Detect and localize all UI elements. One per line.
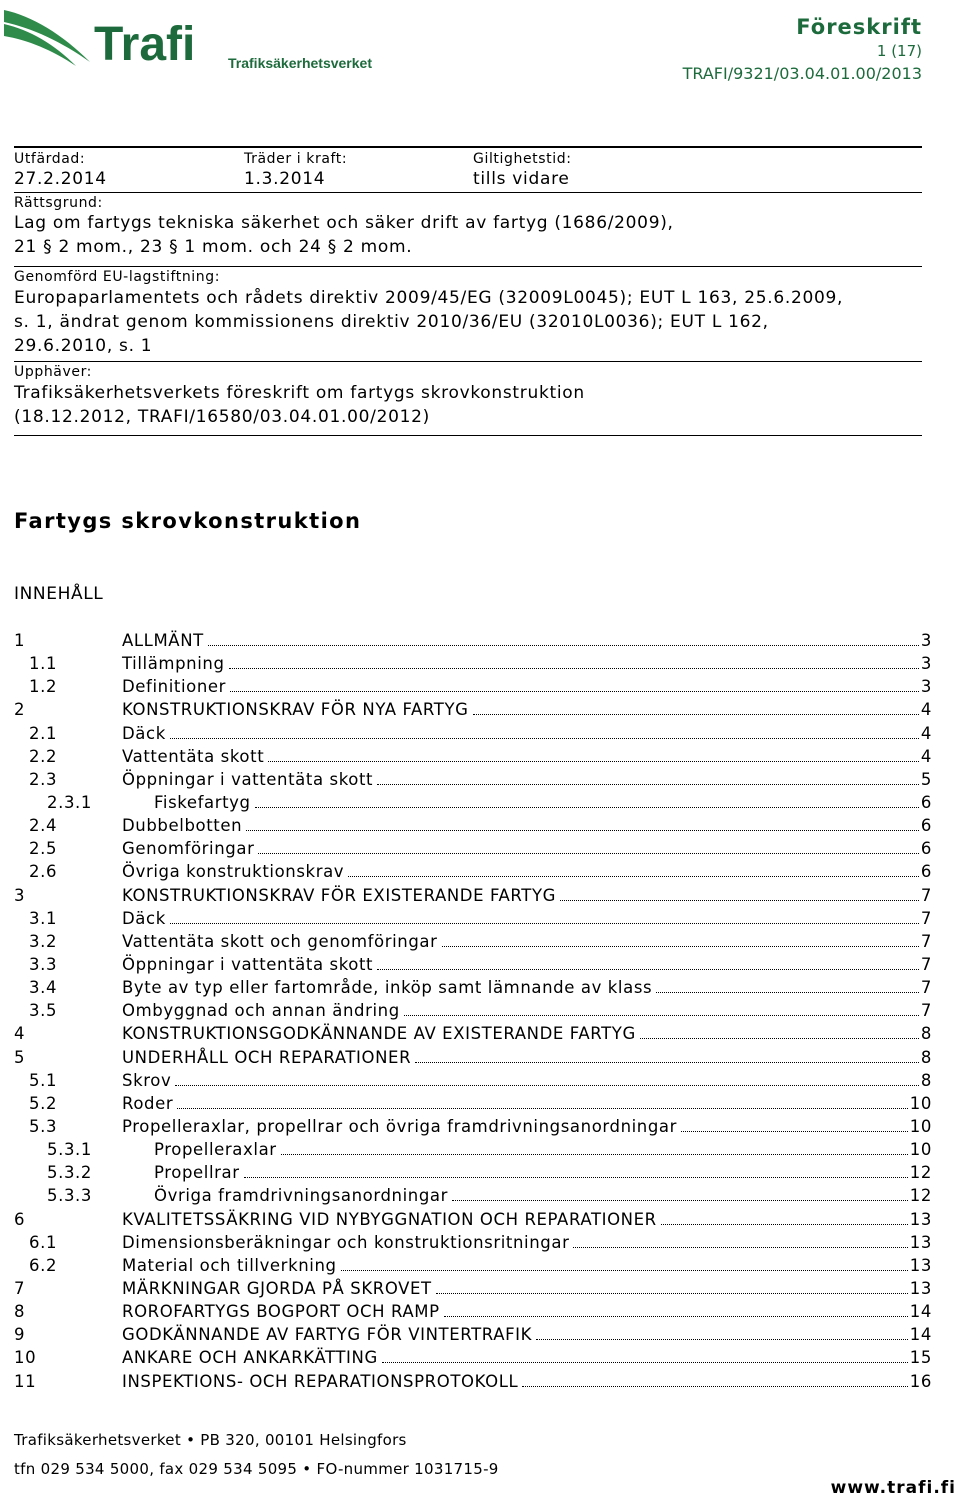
toc-leader-dots (255, 792, 919, 808)
toc-leader-dots (522, 1371, 908, 1387)
doc-type: Föreskrift (796, 15, 922, 39)
toc-entry[interactable] (14, 652, 932, 675)
toc-entry-number: 6.1 (29, 1232, 58, 1252)
toc-entry-page: 10 (909, 1093, 932, 1113)
toc-entry-page: 4 (920, 723, 932, 743)
toc-entry-page: 10 (909, 1116, 932, 1136)
toc-entry-title: Propellrar (154, 1163, 240, 1183)
toc-leader-dots (348, 861, 919, 877)
toc-entry[interactable] (14, 1069, 932, 1092)
toc-entry-title: Däck (122, 723, 166, 743)
toc-entry-number: 3.5 (29, 1001, 58, 1021)
toc-leader-dots (268, 746, 919, 762)
toc-entry-title: ALLMÄNT (122, 631, 204, 650)
toc-entry[interactable] (14, 1092, 932, 1115)
logo-wordmark: Trafi (94, 18, 196, 71)
toc-entry[interactable] (14, 675, 932, 698)
toc-entry-title: INSPEKTIONS- OCH REPARATIONSPROTOKOLL (122, 1371, 519, 1391)
footer-website[interactable]: www.trafi.fi (830, 1478, 956, 1498)
divider (14, 266, 922, 267)
eu-line: Europaparlamentets och rådets direktiv 2009/45/EG (32009L0045); EUT L 163, 25.6.2009, (14, 288, 844, 308)
toc-leader-dots (442, 931, 919, 947)
toc-entry[interactable] (14, 1346, 932, 1369)
toc-entry-page: 13 (909, 1278, 932, 1298)
toc-entry[interactable] (14, 1208, 932, 1231)
toc-entry-number: 2.3.1 (47, 792, 92, 812)
toc-entry-title: Material och tillverkning (122, 1255, 337, 1275)
toc-entry-title: ROROFARTYGS BOGPORT OCH RAMP (122, 1302, 440, 1322)
logo-agency-name: Trafiksäkerhetsverket (228, 55, 372, 71)
toc-entry-number: 1.2 (29, 677, 58, 697)
toc-leader-dots (536, 1324, 908, 1340)
toc-leader-dots (473, 699, 919, 715)
toc-entry[interactable] (14, 629, 932, 652)
toc-entry-number: 9 (14, 1325, 26, 1345)
toc-entry-page: 7 (920, 908, 932, 928)
toc-entry-title: KONSTRUKTIONSGODKÄNNANDE AV EXISTERANDE FARTYG (122, 1024, 636, 1044)
toc-heading: INNEHÅLL (14, 584, 104, 604)
toc-entry[interactable] (14, 860, 932, 883)
toc-entry[interactable] (14, 791, 932, 814)
toc-entry-number: 2.5 (29, 839, 58, 859)
legal-basis-text (14, 211, 674, 259)
toc-entry-title: MÄRKNINGAR GJORDA PÅ SKROVET (122, 1278, 432, 1298)
footer-contact: tfn 029 534 5000, fax 029 534 5095 • FO-nummer 1031715-9 (14, 1460, 499, 1478)
diary-number: TRAFI/9321/03.04.01.00/2013 (682, 64, 922, 83)
divider (14, 192, 922, 193)
toc-entry-title: Däck (122, 908, 166, 928)
toc-entry-page: 10 (909, 1140, 932, 1160)
toc-entry-title: Propelleraxlar, propellrar och övriga framdrivningsanordningar (122, 1116, 678, 1136)
toc-entry-number: 7 (14, 1278, 26, 1298)
toc-entry-page: 5 (920, 769, 932, 789)
eu-legislation-label: Genomförd EU-lagstiftning: (14, 269, 221, 285)
toc-entry-number: 2.1 (29, 723, 58, 743)
toc-entry-title: Tillämpning (122, 654, 225, 674)
toc-leader-dots (404, 1000, 919, 1016)
toc-leader-dots (573, 1232, 907, 1248)
toc-leader-dots (382, 1347, 908, 1363)
toc-entry-title: Öppningar i vattentäta skott (122, 769, 374, 789)
toc-entry-page: 6 (920, 862, 932, 882)
toc-entry-title: Vattentäta skott och genomföringar (122, 931, 438, 951)
toc-entry-number: 10 (14, 1348, 37, 1368)
toc-entry-page: 15 (909, 1348, 932, 1368)
toc-leader-dots (377, 769, 919, 785)
toc-entry-title: KONSTRUKTIONSKRAV FÖR NYA FARTYG (122, 700, 469, 720)
toc-leader-dots (661, 1209, 908, 1225)
toc-leader-dots (175, 1070, 919, 1086)
toc-entry-page: 7 (920, 978, 932, 998)
toc-entry-number: 11 (14, 1371, 37, 1391)
toc-entry[interactable] (14, 1231, 932, 1254)
trafi-logo (2, 4, 382, 74)
validity-label: Giltighetstid: (473, 151, 572, 167)
issued-value: 27.2.2014 (14, 169, 107, 189)
toc-entry[interactable] (14, 698, 932, 721)
toc-entry-page: 13 (909, 1209, 932, 1229)
toc-entry[interactable] (14, 837, 932, 860)
toc-entry-page: 12 (909, 1186, 932, 1206)
toc-entry-title: Roder (122, 1093, 174, 1113)
toc-entry[interactable] (14, 930, 932, 953)
toc-leader-dots (560, 885, 919, 901)
toc-entry-number: 8 (14, 1302, 26, 1322)
toc-entry-page: 4 (920, 746, 932, 766)
toc-entry[interactable] (14, 1022, 932, 1045)
toc-leader-dots (208, 630, 919, 646)
toc-entry-number: 5.2 (29, 1093, 58, 1113)
validity-value: tills vidare (473, 169, 570, 189)
toc-entry-number: 5.3.3 (47, 1186, 92, 1206)
toc-entry-number: 1 (14, 631, 26, 650)
toc-entry-title: Definitioner (122, 677, 227, 697)
toc-entry-page: 7 (920, 954, 932, 974)
toc-entry-number: 2.2 (29, 746, 58, 766)
toc-entry-page: 14 (909, 1302, 932, 1322)
toc-entry-title: Övriga framdrivningsanordningar (154, 1186, 448, 1206)
toc-leader-dots (281, 1139, 908, 1155)
divider (14, 146, 922, 148)
toc-entry-title: Öppningar i vattentäta skott (122, 954, 374, 974)
effective-value: 1.3.2014 (244, 169, 326, 189)
toc-entry-title: KVALITETSSÄKRING VID NYBYGGNATION OCH REPARATIONER (122, 1209, 657, 1229)
toc-entry-number: 5 (14, 1047, 26, 1067)
toc-entry-title: Dimensionsberäkningar och konstruktionsritningar (122, 1232, 570, 1252)
toc-entry-number: 2.6 (29, 862, 58, 882)
toc-entry-page: 7 (920, 1001, 932, 1021)
eu-line: 29.6.2010, s. 1 (14, 336, 153, 356)
toc-entry[interactable] (14, 976, 932, 999)
toc-entry[interactable] (14, 1277, 932, 1300)
repeals-text (14, 381, 585, 429)
toc-entry-title: Byte av typ eller fartområde, inköp samt lämnande av klass (122, 978, 653, 998)
toc-entry[interactable] (14, 999, 932, 1022)
legal-basis-label: Rättsgrund: (14, 195, 103, 211)
toc-entry-page: 13 (909, 1232, 932, 1252)
legal-basis-line: Lag om fartygs tekniska säkerhet och säker drift av fartyg (1686/2009), (14, 213, 674, 233)
effective-label: Träder i kraft: (244, 151, 348, 167)
toc-entry[interactable] (14, 745, 932, 768)
toc-entry-number: 5.3.2 (47, 1163, 92, 1183)
toc-entry[interactable] (14, 907, 932, 930)
toc-leader-dots (452, 1185, 908, 1201)
toc-entry-number: 6.2 (29, 1255, 58, 1275)
divider (14, 435, 922, 436)
toc-leader-dots (246, 815, 919, 831)
toc-entry-page: 8 (920, 1024, 932, 1044)
toc-entry-page: 7 (920, 931, 932, 951)
toc-leader-dots (230, 676, 919, 692)
toc-leader-dots (640, 1023, 919, 1039)
toc-entry-page: 13 (909, 1255, 932, 1275)
toc-entry[interactable] (14, 768, 932, 791)
toc-entry-page: 3 (920, 677, 932, 697)
toc-entry[interactable] (14, 1300, 932, 1323)
toc-entry[interactable] (14, 1370, 932, 1393)
toc-entry-page: 16 (909, 1371, 932, 1391)
repeals-label: Upphäver: (14, 364, 92, 380)
toc-leader-dots (415, 1047, 919, 1063)
toc-entry-number: 5.1 (29, 1070, 58, 1090)
toc-entry-page: 14 (909, 1325, 932, 1345)
issued-label: Utfärdad: (14, 151, 86, 167)
toc-entry-number: 3.3 (29, 954, 58, 974)
toc-entry-title: Dubbelbotten (122, 816, 243, 836)
toc-entry-number: 3.4 (29, 978, 58, 998)
toc-entry[interactable] (14, 1184, 932, 1207)
toc-entry-title: Propelleraxlar (154, 1140, 277, 1160)
toc-leader-dots (377, 954, 919, 970)
toc-entry[interactable] (14, 1046, 932, 1069)
document-header (683, 14, 922, 86)
toc-entry-title: Genomföringar (122, 839, 255, 859)
toc-entry-number: 3.2 (29, 931, 58, 951)
toc-leader-dots (341, 1255, 908, 1271)
toc-entry-title: Vattentäta skott (122, 746, 265, 766)
eu-line: s. 1, ändrat genom kommissionens direktiv 2010/36/EU (32010L0036); EUT L 162, (14, 312, 769, 332)
toc-entry-number: 2.4 (29, 816, 58, 836)
toc-entry-title: Fiskefartyg (154, 792, 251, 812)
toc-entry-title: UNDERHÅLL OCH REPARATIONER (122, 1047, 412, 1067)
toc-entry-title: Övriga konstruktionskrav (122, 862, 345, 882)
toc-entry-title: ANKARE OCH ANKARKÄTTING (122, 1348, 378, 1368)
toc-entry[interactable] (14, 1161, 932, 1184)
legal-basis-line: 21 § 2 mom., 23 § 1 mom. och 24 § 2 mom. (14, 237, 413, 257)
toc-entry-number: 5.3.1 (47, 1140, 92, 1160)
toc-leader-dots (170, 908, 919, 924)
toc-leader-dots (436, 1278, 908, 1294)
toc-entry-page: 6 (920, 816, 932, 836)
toc-leader-dots (444, 1301, 908, 1317)
toc-entry-number: 3.1 (29, 908, 58, 928)
toc-entry-title: GODKÄNNANDE AV FARTYG FÖR VINTERTRAFIK (122, 1325, 533, 1345)
toc-leader-dots (244, 1162, 908, 1178)
toc-entry[interactable] (14, 953, 932, 976)
divider (14, 361, 922, 362)
toc-entry-number: 5.3 (29, 1116, 58, 1136)
toc-entry-page: 6 (920, 839, 932, 859)
repeals-line: (18.12.2012, TRAFI/16580/03.04.01.00/2012) (14, 407, 431, 427)
toc-entry-number: 2.3 (29, 769, 58, 789)
toc-leader-dots (681, 1116, 908, 1132)
eu-legislation-text (14, 286, 843, 358)
repeals-line: Trafiksäkerhetsverkets föreskrift om fartygs skrovkonstruktion (14, 383, 585, 403)
toc-entry-title: Skrov (122, 1070, 172, 1090)
toc-leader-dots (656, 977, 919, 993)
toc-entry-title: Ombyggnad och annan ändring (122, 1001, 400, 1021)
toc-entry-page: 8 (920, 1047, 932, 1067)
toc-entry-number: 4 (14, 1024, 26, 1044)
toc-entry-number: 3 (14, 885, 26, 905)
toc-entry-page: 7 (920, 885, 932, 905)
table-of-contents (14, 629, 932, 1393)
toc-entry-page: 3 (920, 654, 932, 674)
toc-entry-number: 2 (14, 700, 26, 720)
toc-entry[interactable] (14, 814, 932, 837)
toc-entry[interactable] (14, 1115, 932, 1138)
toc-leader-dots (229, 653, 919, 669)
toc-entry-page: 8 (920, 1070, 932, 1090)
document-title: Fartygs skrovkonstruktion (14, 509, 362, 533)
toc-entry[interactable] (14, 1254, 932, 1277)
page-number: 1 (17) (876, 42, 922, 60)
toc-entry-title: KONSTRUKTIONSKRAV FÖR EXISTERANDE FARTYG (122, 885, 557, 905)
toc-leader-dots (177, 1093, 908, 1109)
toc-entry-page: 12 (909, 1163, 932, 1183)
toc-entry[interactable] (14, 1323, 932, 1346)
toc-entry-number: 6 (14, 1209, 26, 1229)
toc-entry-page: 4 (920, 700, 932, 720)
toc-entry[interactable] (14, 884, 932, 907)
footer-address: Trafiksäkerhetsverket • PB 320, 00101 Helsingfors (14, 1431, 407, 1449)
toc-entry[interactable] (14, 1138, 932, 1161)
toc-entry[interactable] (14, 722, 932, 745)
toc-leader-dots (170, 723, 919, 739)
toc-entry-page: 3 (920, 631, 932, 650)
toc-entry-number: 1.1 (29, 654, 58, 674)
toc-entry-page: 6 (920, 792, 932, 812)
toc-leader-dots (258, 838, 918, 854)
